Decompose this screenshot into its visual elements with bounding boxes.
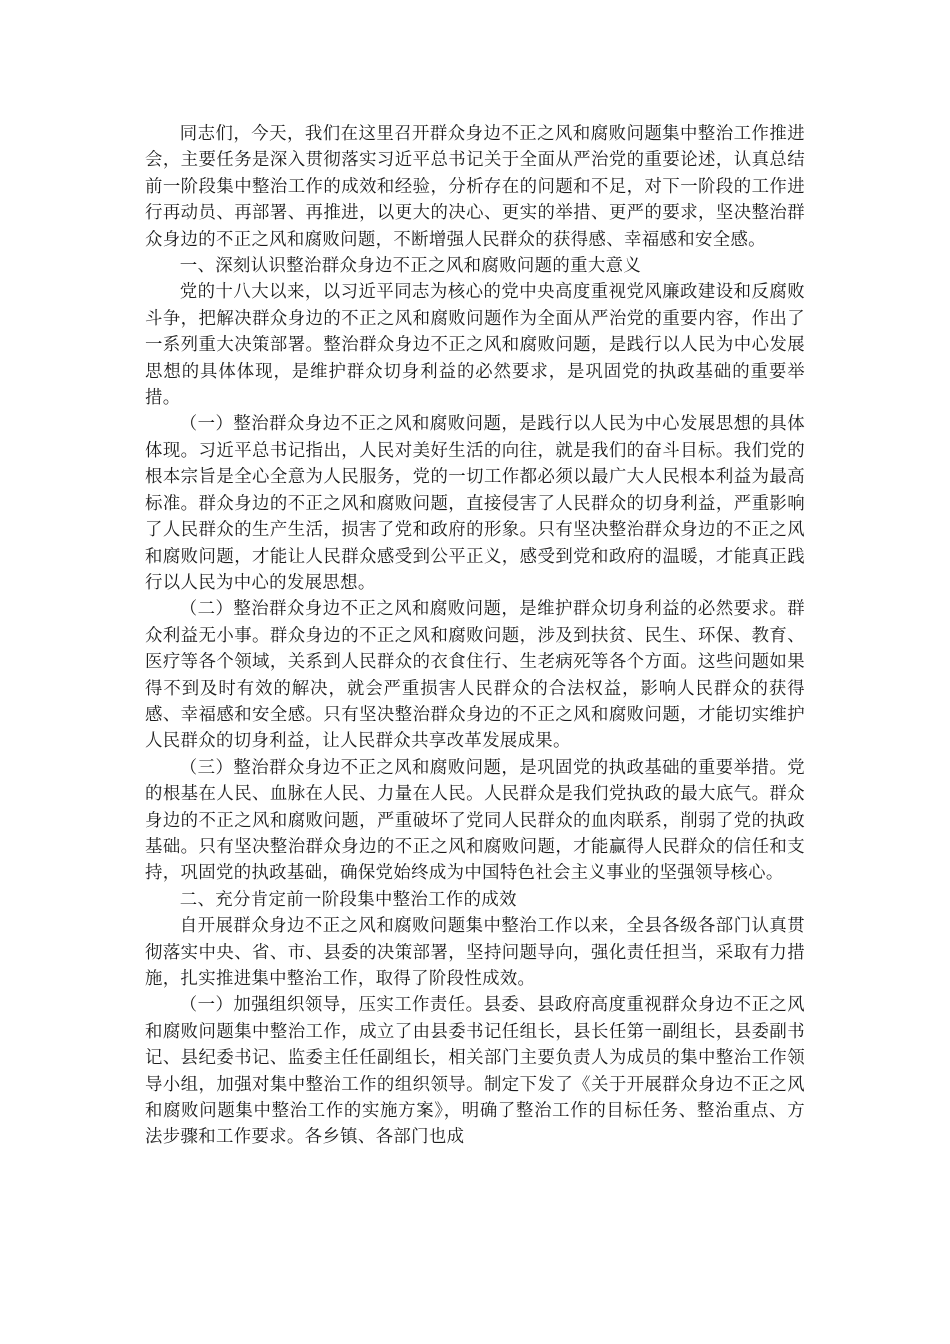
section-1-intro-paragraph: 党的十八大以来，以习近平同志为核心的党中央高度重视党风廉政建设和反腐败斗争，把解决群众身边的不正之风和腐败问题作为全面从严治党的重要内容，作出了一系列重大决策部署。整治群众身边不正之风和腐败问题，是践行以人民为中心发展思想的具体体现，是维护群众切身利益的必然要求，是巩固党的执政基础的重要举措。 bbox=[145, 282, 805, 409]
section-2-point-1-paragraph: （一）加强组织领导，压实工作责任。县委、县政府高度重视群众身边不正之风和腐败问题集中整治工作，成立了由县委书记任组长，县长任第一副组长，县委副书记、县纪委书记、监委主任任副组长，相关部门主要负责人为成员的集中整治工作领导小组，加强对集中整治工作的组织领导。制定下发了《关于开展群众身边不正之风和腐败问题集中整治工作的实施方案》，明确了整治工作的目标任务、整治重点、方法步骤和工作要求。各乡镇、各部门也成 bbox=[145, 995, 805, 1148]
document-body bbox=[145, 121, 805, 1151]
section-1-point-3-paragraph: （三）整治群众身边不正之风和腐败问题，是巩固党的执政基础的重要举措。党的根基在人民、血脉在人民、力量在人民。人民群众是我们党执政的最大底气。群众身边的不正之风和腐败问题，严重破坏了党同人民群众的血肉联系，削弱了党的执政基础。只有坚决整治群众身边的不正之风和腐败问题，才能赢得人民群众的信任和支持，巩固党的执政基础，确保党始终成为中国特色社会主义事业的坚强领导核心。 bbox=[145, 757, 805, 884]
section-1-point-2-paragraph: （二）整治群众身边不正之风和腐败问题，是维护群众切身利益的必然要求。群众利益无小事。群众身边的不正之风和腐败问题，涉及到扶贫、民生、环保、教育、医疗等各个领域，关系到人民群众的衣食住行、生老病死等各个方面。这些问题如果得不到及时有效的解决，就会严重损害人民群众的合法权益，影响人民群众的获得感、幸福感和安全感。只有坚决整治群众身边的不正之风和腐败问题，才能切实维护人民群众的切身利益，让人民群众共享改革发展成果。 bbox=[145, 599, 805, 752]
section-heading-1: 一、深刻认识整治群众身边不正之风和腐败问题的重大意义 bbox=[179, 256, 642, 277]
intro-paragraph: 同志们，今天，我们在这里召开群众身边不正之风和腐败问题集中整治工作推进会，主要任务是深入贯彻落实习近平总书记关于全面从严治党的重要论述，认真总结前一阶段集中整治工作的成效和经验，分析存在的问题和不足，对下一阶段的工作进行再动员、再部署、再推进，以更大的决心、更实的举措、更严的要求，坚决整治群众身边的不正之风和腐败问题，不断增强人民群众的获得感、幸福感和安全感。 bbox=[145, 124, 805, 250]
section-1-point-1-paragraph: （一）整治群众身边不正之风和腐败问题，是践行以人民为中心发展思想的具体体现。习近平总书记指出，人民对美好生活的向往，就是我们的奋斗目标。我们党的根本宗旨是全心全意为人民服务，党的一切工作都必须以最广大人民根本利益为最高标准。群众身边的不正之风和腐败问题，直接侵害了人民群众的切身利益，严重影响了人民群众的生产生活，损害了党和政府的形象。只有坚决整治群众身边的不正之风和腐败问题，才能让人民群众感受到公平正义，感受到党和政府的温暖，才能真正践行以人民为中心的发展思想。 bbox=[145, 414, 805, 593]
section-heading-2: 二、充分肯定前一阶段集中整治工作的成效 bbox=[179, 889, 517, 910]
section-2-intro-paragraph: 自开展群众身边不正之风和腐败问题集中整治工作以来，全县各级各部门认真贯彻落实中央、省、市、县委的决策部署，坚持问题导向，强化责任担当，采取有力措施，扎实推进集中整治工作，取得了阶段性成效。 bbox=[145, 916, 805, 989]
